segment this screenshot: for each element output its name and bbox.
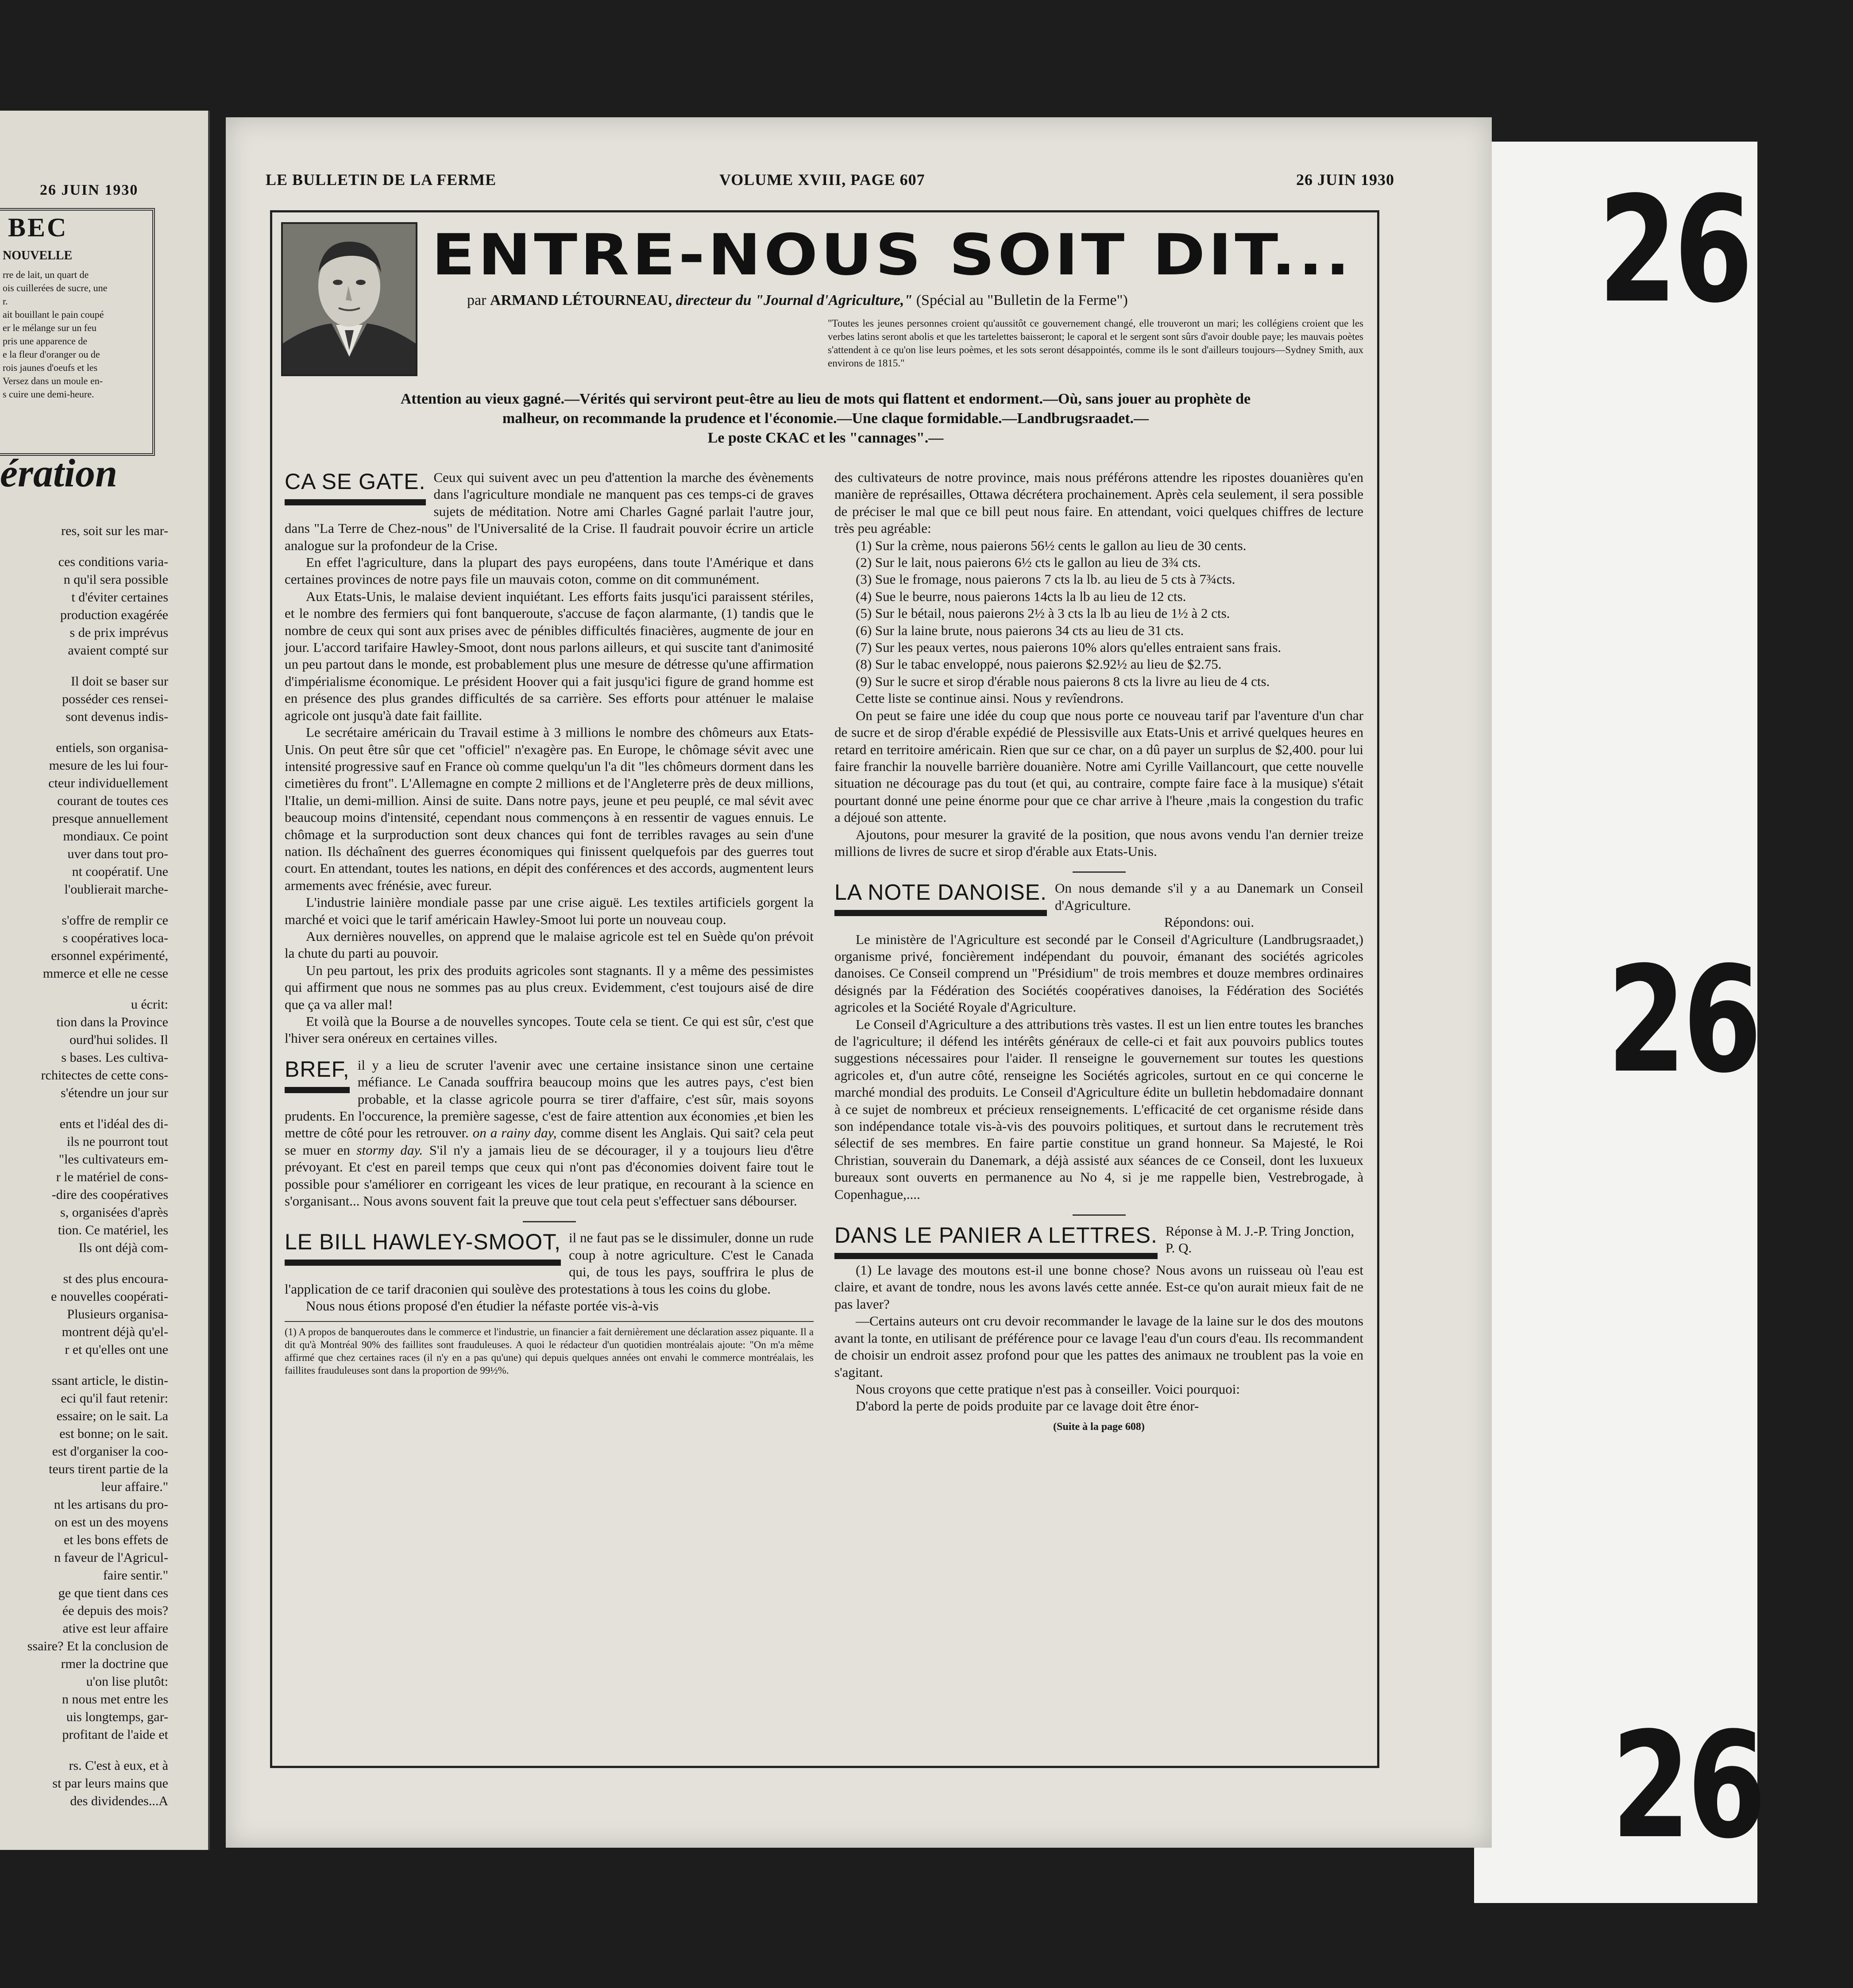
left-page-line: montrent déjà qu'el- xyxy=(62,1325,168,1339)
left-page-line: sont devenus indis- xyxy=(66,709,168,724)
left-page-line: Il doit se baser sur xyxy=(71,674,168,689)
left-page-line: leur affaire." xyxy=(101,1479,168,1494)
running-head xyxy=(266,170,1394,193)
left-page-line: on est un des moyens xyxy=(54,1515,168,1530)
teaser-line: malheur, on recommande la prudence et l'économie.—Une claque formidable.—Landbrugsraadet.— xyxy=(502,410,1149,427)
left-page-line xyxy=(0,726,168,739)
left-page-line: ourd'hui solides. Il xyxy=(69,1033,168,1047)
paragraph: (1) Le lavage des moutons est-il une bonne chose? Nous avons un ruisseau où l'eau est claire, et avant de tondre, nous les avons lavés cette année. Est-ce qu'on aurait mieux fait de ne pas laver? xyxy=(834,1262,1363,1312)
paragraph-text: comme disent les Anglais. Qui sait? cela peut se muer en xyxy=(285,1125,814,1158)
left-page-line: ces conditions varia- xyxy=(58,555,168,569)
left-page-line: n faveur de l'Agricul- xyxy=(54,1550,168,1565)
left-page-line: uver dans tout pro- xyxy=(67,847,168,861)
article-frame xyxy=(270,210,1379,1768)
paragraph: Répondons: oui. xyxy=(1164,914,1255,930)
paragraph: Aux dernières nouvelles, on apprend que le malaise agricole est tel en Suède qu'on prévoit la chute du parti au pouvoir. xyxy=(285,928,814,961)
byline-suffix: (Spécial au "Bulletin de la Ferme") xyxy=(916,292,1128,308)
frame-number: 26 xyxy=(1607,935,1759,1105)
left-page-date: 26 JUIN 1930 xyxy=(40,182,139,198)
recipe-line: ait bouillant le pain coupé xyxy=(3,309,104,320)
left-page-heading: ération xyxy=(0,451,118,495)
section-separator xyxy=(1073,871,1126,873)
left-page-line: n qu'il sera possible xyxy=(63,572,168,587)
section-heading-note-danoise: LA NOTE DANOISE. xyxy=(834,880,1047,916)
tariff-item: (4) Sue le beurre, nous paierons 14cts la lb au lieu de 12 cts. xyxy=(856,588,1186,604)
paragraph-italic: on a rainy day, xyxy=(472,1125,557,1141)
recipe-line: e la fleur d'oranger ou de xyxy=(3,349,100,360)
left-page-line: posséder ces rensei- xyxy=(62,692,168,706)
left-page-line: st des plus encoura- xyxy=(63,1271,168,1286)
left-page-line: s'offre de remplir ce xyxy=(62,913,168,928)
left-page-line: tion dans la Province xyxy=(56,1015,168,1029)
left-page-line: t d'éviter certaines xyxy=(71,590,168,605)
left-page-line: mondiaux. Ce point xyxy=(63,829,168,844)
paragraph: —Certains auteurs ont cru devoir recommander le lavage de la laine sur le dos des moutons avant la tonte, en utilisant de préférence pour ce lavage l'eau d'un cours d'eau. Ils recommandent de choisir un endroit assez profond pour que les pattes des animaux ne troublent pas la voie en s'agitant. xyxy=(834,1313,1363,1380)
paragraph: On peut se faire une idée du coup que nous porte ce nouveau tarif par l'aventure d'un char de sucre et de sirop d'érable expédié de Plessisville aux Etats-Unis et arrivé quelques heures en retard en territoire américain. Rien que sur ce char, on a dû payer un surplus de $2,400. pour lui faire franchir la nouvelle barrière douanière. Notre ami Cyrille Vaillancourt, que cette nouvelle situation ne décourage pas du tout (et qui, au contraire, compte faire face à la musique) s'était pourtant donné une peine énorme pour que ce char arrive à l'heure ,mais la congestion du trafic a déjoué son attente. xyxy=(834,707,1363,825)
left-page-line: ative est leur affaire xyxy=(62,1621,168,1636)
left-page-line xyxy=(0,1359,168,1372)
epigraph: "Toutes les jeunes personnes croient qu'aussitôt ce gouvernement changé, elle trouveront un mari; les collégiens croient que les verbes latins seront abolis et que les tartelettes baisseront; le caporal et le sergent sont sûrs d'avoir double paye; les mauvais poètes s'attendent à ce qu'on lise leurs poèmes, et les sots seront désappointés, comme ils le sont d'ailleurs toujours—Sydney Smith, aux environs de 1815." xyxy=(828,318,1363,369)
reply-address: Réponse à M. J.-P. Tring Jonction, P. Q. xyxy=(1165,1223,1355,1256)
left-page-line: mesure de les lui four- xyxy=(49,758,168,773)
tariff-item: (6) Sur la laine brute, nous paierons 34 cts au lieu de 31 cts. xyxy=(856,622,1184,638)
left-page-line: s coopératives loca- xyxy=(62,931,168,945)
left-page-line: rmer la doctrine que xyxy=(61,1657,168,1671)
right-column xyxy=(834,469,1363,1435)
paragraph: il ne faut pas se le dissimuler, donne un rude coup à notre agriculture. C'est le Canada qui, de tous les pays, souffrira le plus de l'application de ce tarif draconien qui soulève des protestations à tous les coins du globe. xyxy=(285,1230,814,1297)
paragraph: Ajoutons, pour mesurer la gravité de la position, que nous avons vendu l'an dernier treize millions de livres de sucre et sirop d'érable aux Etats-Unis. xyxy=(834,826,1363,859)
left-page-line: uis longtemps, gar- xyxy=(66,1710,168,1724)
left-page-line xyxy=(0,898,168,912)
left-page-line: ée depuis des mois? xyxy=(62,1603,168,1618)
paragraph-text: S'il n'y a jamais lieu de se décourager, il y a toujours lieu d'être prévoyant. Et c'est en pareil temps que ceux qui n'ont pas d'économies doivent faire tout le possible pour s'améliorer en corrigeant les vices de leur pratique, en recourant à la science en s'organisant... Nous avons souvent fait la preuve que tout cela peut s'effectuer sans débourser. xyxy=(285,1142,814,1209)
left-page-line: profitant de l'aide et xyxy=(62,1727,168,1742)
left-page-line: courant de toutes ces xyxy=(57,794,168,808)
left-page-column xyxy=(0,522,168,1810)
left-page-line: Ils ont déjà com- xyxy=(78,1241,168,1255)
paragraph: Le ministère de l'Agriculture est secondé par le Conseil d'Agriculture (Landbrugsraadet,) organisme privé, foncièrement indépendant du pouvoir, émanant des sociétés agricoles danoises. Ce Conseil comprend un "Présidium" de trois membres et douze membres ordinaires désignés par la Fédération des Sociétés coopératives danoises, la Fédération des Sociétés agricoles et la Société Royale d'Agriculture. xyxy=(834,931,1363,1015)
left-page-line: mmerce et elle ne cesse xyxy=(42,966,168,981)
left-page-line: cteur individuellement xyxy=(48,776,168,790)
left-page-line: avaient compté sur xyxy=(68,643,168,658)
recipe-line: r. xyxy=(3,296,8,307)
byline xyxy=(467,292,1128,309)
tariff-item: (1) Sur la crème, nous paierons 56½ cents le gallon au lieu de 30 cents. xyxy=(856,537,1247,553)
left-page-line: u'on lise plutôt: xyxy=(86,1674,168,1689)
paragraph: Le Conseil d'Agriculture a des attributions très vastes. Il est un lien entre toutes les branches de l'agriculture; il défend les intérêts généraux de celle-ci et fait aux pouvoirs publics toutes suggestions nécessaires pour l'aider. Il renseigne le gouvernement sur toutes les questions agricoles et, d'un autre côté, renseigne les Sociétés agricoles, surtout en ce qui concerne le marché mondial des produits. Le Conseil d'Agriculture édite un bulletin hebdomadaire donnant à ce sujet de nombreux et précieux renseignements. L'efficacité de cet organisme réside dans son indépendance totale vis-à-vis des pouvoirs politiques, et surtout dans le recrutement très sélectif de ses membres. En faire partie constitue un grand honneur. Sa Majesté, le Roi Christian, souverain du Danemark, a déjà assisté aux séances de ce Conseil, dont les luxueux bureaux sont ouverts en permanence au No 4, si je me rappelle bien, Vestrebrogade, à Copenhague,.... xyxy=(834,1016,1363,1202)
newspaper-page xyxy=(226,117,1492,1848)
paragraph xyxy=(285,1057,814,1210)
recipe-line: s cuire une demi-heure. xyxy=(3,389,94,400)
recipe-line: rre de lait, un quart de xyxy=(3,269,89,280)
paragraph: des cultivateurs de notre province, mais nous préférons attendre les ripostes douanières qu'en manière de représailles, Ottawa décrétera prochainement. Après cela seulement, il sera possible de préciser le mal que ce bill peut nous faire. En attendant, voici quelques chiffres de lecture très peu agréable: xyxy=(834,470,1363,536)
paragraph: Nous nous étions proposé d'en étudier la néfaste portée vis-à-vis xyxy=(306,1298,659,1314)
left-page-line: rchitectes de cette cons- xyxy=(41,1068,168,1083)
left-page-line: entiels, son organisa- xyxy=(56,740,168,755)
paragraph: Et voilà que la Bourse a de nouvelles syncopes. Toute cela se tient. Ce qui est sûr, c'est que l'hiver sera onéreux en certaines villes. xyxy=(285,1013,814,1046)
left-page-line: r et qu'elles ont une xyxy=(65,1342,168,1357)
left-page-line: -dire des coopératives xyxy=(51,1187,168,1202)
left-page-line: nt les artisans du pro- xyxy=(54,1497,168,1512)
teaser-line: Le poste CKAC et les "cannages".— xyxy=(707,430,944,446)
left-page-line: ersonnel expérimenté, xyxy=(51,948,168,963)
frame-number: 26 xyxy=(1611,1701,1763,1871)
paragraph-italic: stormy day. xyxy=(356,1142,423,1158)
paragraph: Ceux qui suivent avec un peu d'attention la marche des évènements dans l'agriculture mondiale ne manquent pas ces temps-ci de graves sujets de méditation. Notre ami Charles Gagné parlait l'autre jour, dans "La Terre de Chez-nous" de l'Universalité de la Crise. Il faudrait pouvoir écrire un article analogue sur la profondeur de la Crise. xyxy=(285,470,814,553)
left-page-line xyxy=(0,540,168,553)
paragraph: En effet l'agriculture, dans la plupart des pays européens, dans toute l'Amérique et dans certaines provinces de notre pays file un mauvais coton, comme on dit communément. xyxy=(285,555,814,587)
paragraph: L'industrie lainière mondiale passe par une crise aiguë. Les textiles artificiels gorgent la marché et voici que le tarif américain Hawley-Smoot lui porte un nouveau coup. xyxy=(285,894,814,927)
left-page-line: et les bons effets de xyxy=(63,1533,168,1547)
left-page-line: tion. Ce matériel, les xyxy=(58,1223,168,1237)
recipe-line: Versez dans un moule en- xyxy=(3,375,103,386)
section-heading-hawley-smoot: LE BILL HAWLEY-SMOOT, xyxy=(285,1229,561,1266)
paragraph: Un peu partout, les prix des produits agricoles sont stagnants. Il y a même des pessimistes qui affirment que nous ne sommes pas au plus creux. Evidemment, c'est toujours aisé de dire que ça va aller mal! xyxy=(285,962,814,1012)
recipe-box-title: BEC xyxy=(8,213,68,242)
left-page-line: st par leurs mains que xyxy=(52,1776,168,1791)
tariff-item: (2) Sur le lait, nous paierons 6½ cts le gallon au lieu de 3¾ cts. xyxy=(856,555,1201,570)
left-page-line: rs. C'est à eux, et à xyxy=(69,1758,168,1773)
section-separator xyxy=(1073,1214,1126,1216)
issue-date: 26 JUIN 1930 xyxy=(1296,171,1394,189)
byline-author: ARMAND LÉTOURNEAU, xyxy=(490,292,672,308)
left-page-line: s bases. Les cultiva- xyxy=(61,1050,168,1065)
left-page-line: teurs tirent partie de la xyxy=(49,1462,168,1476)
tariff-list xyxy=(834,537,1363,690)
left-page-line: production exagérée xyxy=(60,608,168,622)
frame-number: 26 xyxy=(1598,165,1750,335)
left-page-line: ssaire? Et la conclusion de xyxy=(27,1639,168,1653)
left-page-line: r le matériel de cons- xyxy=(56,1170,168,1184)
left-page-line: des dividendes...A xyxy=(70,1794,168,1808)
author-portrait xyxy=(281,222,417,376)
left-page-line: nt coopératif. Une xyxy=(72,864,168,879)
tariff-item: (5) Sur le bétail, nous paierons 2½ à 3 cts la lb au lieu de 1½ à 2 cts. xyxy=(856,605,1230,621)
left-page-line: faire sentir." xyxy=(103,1568,168,1583)
recipe-line: rois jaunes d'oeufs et les xyxy=(3,362,98,373)
continued-note: (Suite à la page 608) xyxy=(1053,1421,1145,1433)
left-page-line: res, soit sur les mar- xyxy=(61,524,168,538)
left-page-line: s'étendre un jour sur xyxy=(61,1086,168,1100)
summary-teaser xyxy=(281,389,1370,448)
left-page-line: ils ne pourront tout xyxy=(66,1134,168,1149)
left-page-line xyxy=(0,1102,168,1115)
tariff-item: (7) Sur les peaux vertes, nous paierons 10% alors qu'elles entraient sans frais. xyxy=(856,640,1282,655)
left-page-line: eci qu'il faut retenir: xyxy=(61,1391,168,1406)
left-page-line: ge que tient dans ces xyxy=(58,1586,168,1600)
byline-prefix: par xyxy=(467,292,486,308)
left-page-line: ents et l'idéal des di- xyxy=(59,1117,168,1131)
left-page-line xyxy=(0,1257,168,1270)
left-page-line: est d'organiser la coo- xyxy=(52,1444,168,1459)
left-page-line: n nous met entre les xyxy=(62,1692,168,1707)
recipe-line: ois cuillerées de sucre, une xyxy=(3,282,108,293)
left-page-line: ssant article, le distin- xyxy=(51,1373,168,1388)
publication-name: LE BULLETIN DE LA FERME xyxy=(266,171,497,189)
left-column xyxy=(285,469,814,1377)
left-page-line xyxy=(0,1744,168,1757)
recipe-line: er le mélange sur un feu xyxy=(3,322,97,333)
byline-role: directeur du "Journal d'Agriculture," xyxy=(676,292,913,308)
left-page-line xyxy=(0,982,168,996)
masthead-title: ENTRE-NOUS SOIT DIT... xyxy=(432,222,1353,288)
left-page-fragment xyxy=(0,111,210,1850)
paragraph: Aux Etats-Unis, le malaise devient inquiétant. Les efforts faits jusqu'ici paraissent stériles, et le nombre des fermiers qui font banqueroute, s'accuse de façon alarmante, (1) tandis que le nombre de ceux qui sont aux prises avec de pénibles difficultés finacières, augmente de jour en jour. L'accord tarifaire Hawley-Smoot, dont nous parlons ailleurs, et qui suscite tant d'animosité un peu partout dans le monde, est probablement plus une mesure de détresse qu'une affirmation d'impérialisme économique. Le président Hoover qui a fait jusqu'ici figure de grand homme est en présence des plus grandes difficultés de sa carrière. Ses efforts pour atténuer le malaise agricole ont jusqu'à date fait faillite. xyxy=(285,588,814,723)
section-heading-bref: BREF, xyxy=(285,1057,350,1093)
left-page-line: l'oublierait marche- xyxy=(64,882,168,897)
paragraph: Le secrétaire américain du Travail estime à 3 millions le nombre des chômeurs aux Etats-Unis. On peut être sûr que cet "officiel" n'exagère pas. En Europe, le chômage sévit avec une intensité progressive sauf en France où comme quelqu'un l'a dit "les chômeurs dorment dans les cimetières du front". L'Allemagne en compte 2 millions et de l'Angleterre près de deux millions, l'Italie, un demi-million. Ainsi de suite. Dans notre pays, jeune et peu peuplé, ce mal sévit avec beaucoup moins d'intensité, cependant nous commençons à en ressentir de vagues ennuis. Le chômage et la surproduction sont deux chances qui font de terribles ravages au sein d'une nation. Ils déchaînent des guerres économiques qui finissent quelquefois par des guerres tout court. En attendant, toutes les nations, en dépit des conférences et des accords, augmentent leurs armements avec frénésie, avec fureur. xyxy=(285,724,814,893)
left-page-line: s, organisées d'après xyxy=(60,1205,168,1220)
footnote: (1) A propos de banqueroutes dans le commerce et l'industrie, un financier a fait dernièrement une déclaration assez piquante. Il a dit qu'à Montréal 90% des faillites sont frauduleuses. A quoi le rédacteur d'un quotidien montréalais ajoute: "On m'a même affirmé que chez certaines races (il n'y en a pas qu'une) qui depuis quelques années ont envahi le commerce montréalais, les faillites frauduleuses sont dans la proportion de 99½%. xyxy=(285,1321,814,1377)
left-page-line: est bonne; on le sait. xyxy=(59,1426,168,1441)
paragraph-text: il y a lieu de scruter l'avenir avec une certaine insistance sinon une certaine méfiance. Le Canada souffrira beaucoup moins que les autres pays, c'est bien probable, et la classe agricole pourra se tirer d'affaire, c'est sûr, mais soyons prudents. En l'occurence, la première sagesse, c'est de faire attention aux économies ,et bien les mettre de côté pour les retrouver. xyxy=(285,1057,814,1141)
left-page-line: essaire; on le sait. La xyxy=(56,1409,168,1423)
paragraph: Cette liste se continue ainsi. Nous y revîendrons. xyxy=(856,690,1124,706)
recipe-box-subtitle: NOUVELLE xyxy=(3,249,73,262)
paragraph: On nous demande s'il y a au Danemark un Conseil d'Agriculture. xyxy=(1055,880,1363,913)
section-heading-panier-lettres: DANS LE PANIER A LETTRES. xyxy=(834,1223,1158,1259)
left-page-line: presque annuellement xyxy=(52,811,168,826)
tariff-item: (9) Sur le sucre et sirop d'érable nous paierons 8 cts la livre au lieu de 4 cts. xyxy=(856,673,1270,689)
paragraph: Nous croyons que cette pratique n'est pas à conseiller. Voici pourquoi: xyxy=(856,1381,1240,1397)
teaser-line: Attention au vieux gagné.—Vérités qui serviront peut-être au lieu de mots qui flattent et endorment.—Où, sans jouer au prophète de xyxy=(400,391,1251,407)
recipe-box xyxy=(0,208,155,456)
left-page-line: u écrit: xyxy=(131,997,168,1012)
tariff-item: (3) Sue le fromage, nous paierons 7 cts la lb. au lieu de 5 cts à 7¾cts. xyxy=(856,571,1235,587)
recipe-line: pris une apparence de xyxy=(3,335,88,347)
left-page-line xyxy=(0,659,168,673)
portrait-image xyxy=(283,224,416,374)
left-page-line: e nouvelles coopérati- xyxy=(51,1289,168,1304)
recipe-box-lines xyxy=(3,268,148,401)
paragraph: D'abord la perte de poids produite par ce lavage doit être énor- xyxy=(856,1398,1199,1414)
volume-page: VOLUME XVIII, PAGE 607 xyxy=(719,171,925,189)
left-page-line: "les cultivateurs em- xyxy=(58,1152,168,1167)
section-separator xyxy=(523,1221,576,1222)
section-heading-ca-se-gate: CA SE GATE. xyxy=(285,469,426,505)
tariff-item: (8) Sur le tabac enveloppé, nous paierons $2.92½ au lieu de $2.75. xyxy=(856,656,1222,672)
left-page-line: s de prix imprévus xyxy=(69,625,168,640)
left-page-line: Plusieurs organisa- xyxy=(67,1307,168,1321)
